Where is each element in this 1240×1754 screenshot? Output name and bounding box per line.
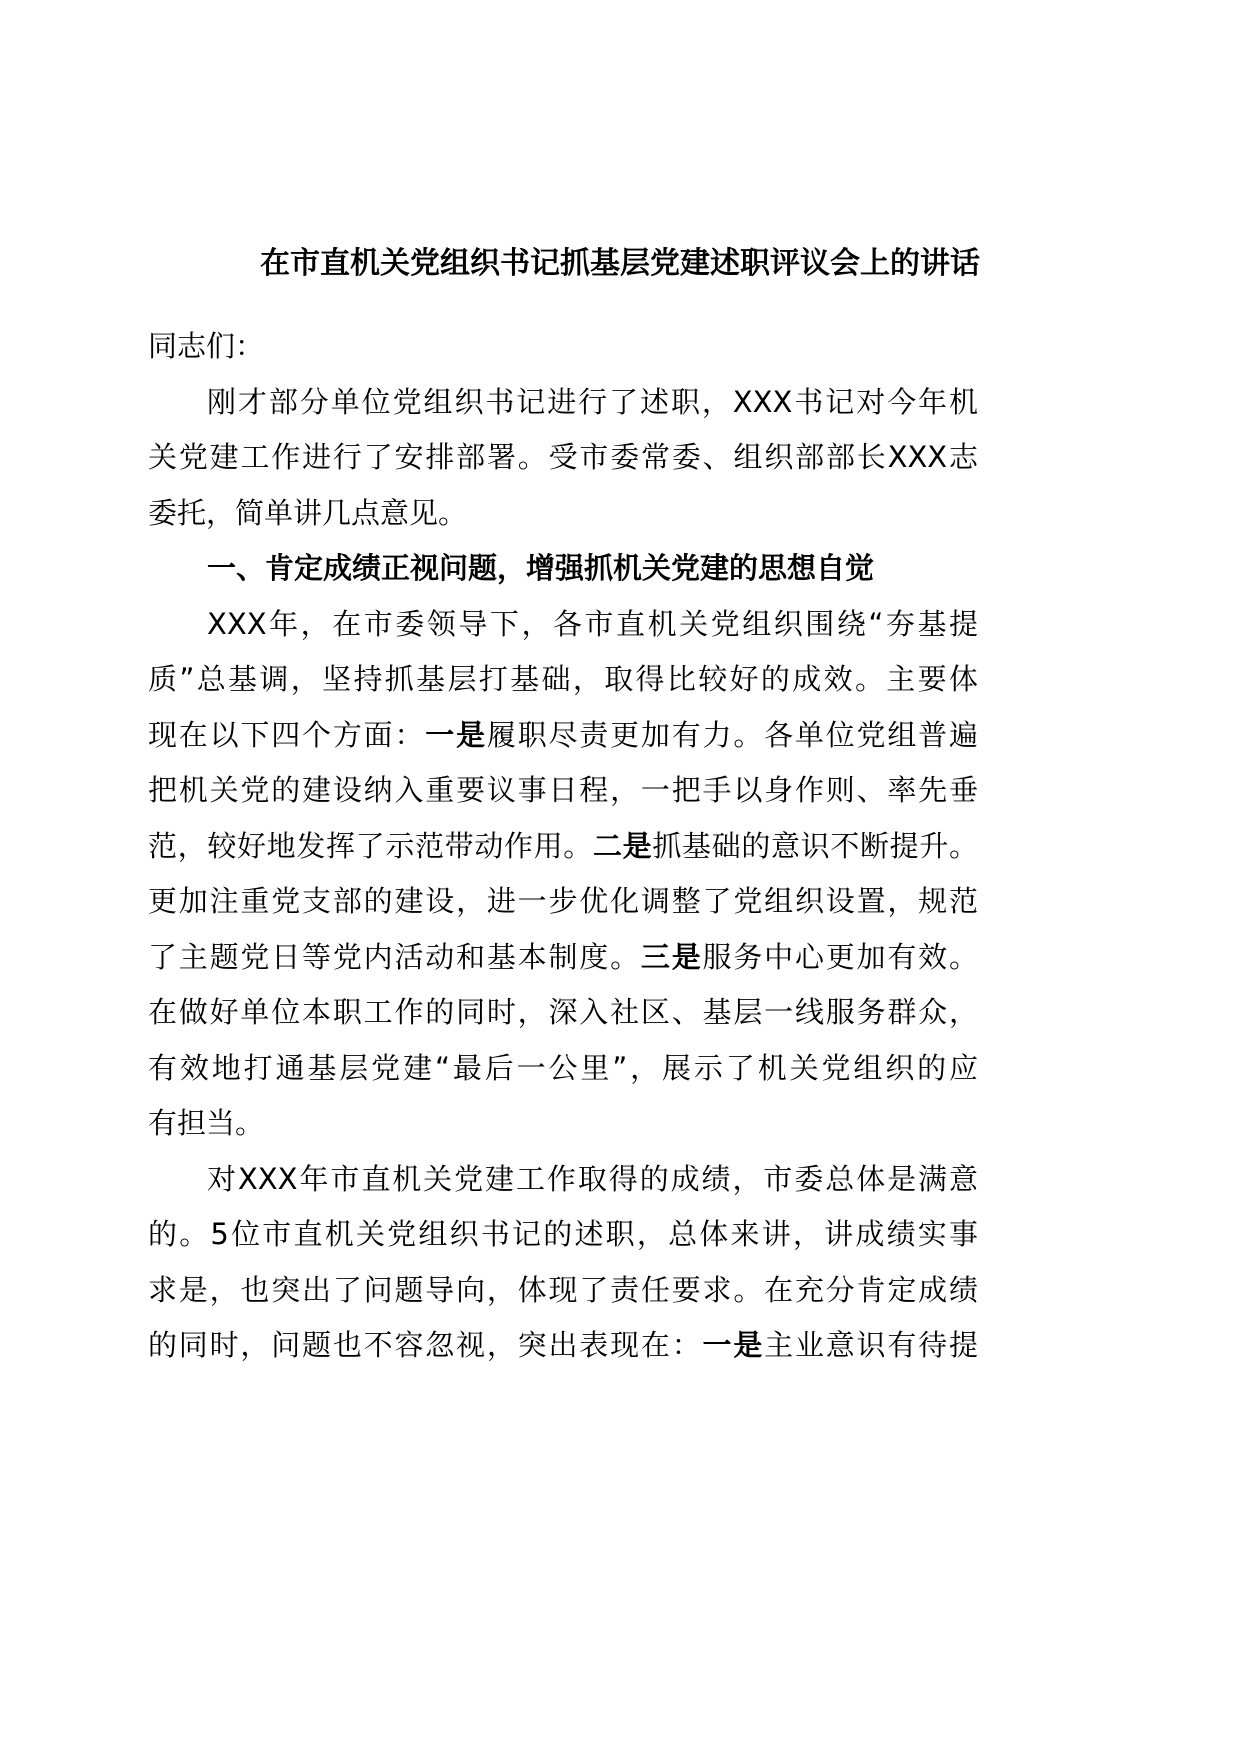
paragraph-line: 委托，简单讲几点意见。 — [148, 496, 468, 530]
paragraph-line: 关党建工作进行了安排部署。受市委常委、组织部部长XXX志 — [148, 440, 978, 474]
paragraph-line: 有效地打通基层党建“最后一公里”，展示了机关党组织的应 — [148, 1051, 978, 1085]
paragraph-line: XXX年，在市委领导下，各市直机关党组织围绕“夯基提 — [207, 607, 978, 641]
emphasis-text: 二是 — [592, 829, 653, 863]
paragraph-line: 刚才部分单位党组织书记进行了述职，XXX书记对今年机 — [207, 385, 978, 419]
paragraph-line: 的。5位市直机关党组织书记的述职，总体来讲，讲成绩实事 — [148, 1217, 978, 1251]
paragraph-line: 的同时，问题也不容忽视，突出表现在：一是主业意识有待提 — [148, 1328, 978, 1362]
paragraph-line: 了主题党日等党内活动和基本制度。三是服务中心更加有效。 — [148, 940, 978, 974]
document-title: 在市直机关党组织书记抓基层党建述职评议会上的讲话 — [260, 246, 980, 281]
paragraph-line: 范，较好地发挥了示范带动作用。二是抓基础的意识不断提升。 — [148, 829, 978, 863]
paragraph-line: 在做好单位本职工作的同时，深入社区、基层一线服务群众， — [148, 995, 978, 1029]
paragraph-line: 对XXX年市直机关党建工作取得的成绩，市委总体是满意 — [207, 1162, 978, 1196]
emphasis-text: 三是 — [640, 940, 703, 974]
paragraph-line: 现在以下四个方面：一是履职尽责更加有力。各单位党组普遍 — [148, 718, 978, 752]
salutation: 同志们： — [148, 329, 265, 363]
paragraph-line: 质”总基调，坚持抓基层打基础，取得比较好的成效。主要体 — [148, 662, 978, 696]
paragraph-line: 更加注重党支部的建设，进一步优化调整了党组织设置，规范 — [148, 884, 978, 918]
paragraph-line: 有担当。 — [148, 1106, 265, 1140]
paragraph-line: 把机关党的建设纳入重要议事日程，一把手以身作则、率先垂 — [148, 773, 978, 807]
section-heading-1: 一、肯定成绩正视问题，增强抓机关党建的思想自觉 — [207, 551, 875, 585]
paragraph-line: 求是，也突出了问题导向，体现了责任要求。在充分肯定成绩 — [148, 1273, 978, 1307]
emphasis-text: 一是 — [425, 718, 487, 752]
emphasis-text: 一是 — [702, 1328, 765, 1362]
